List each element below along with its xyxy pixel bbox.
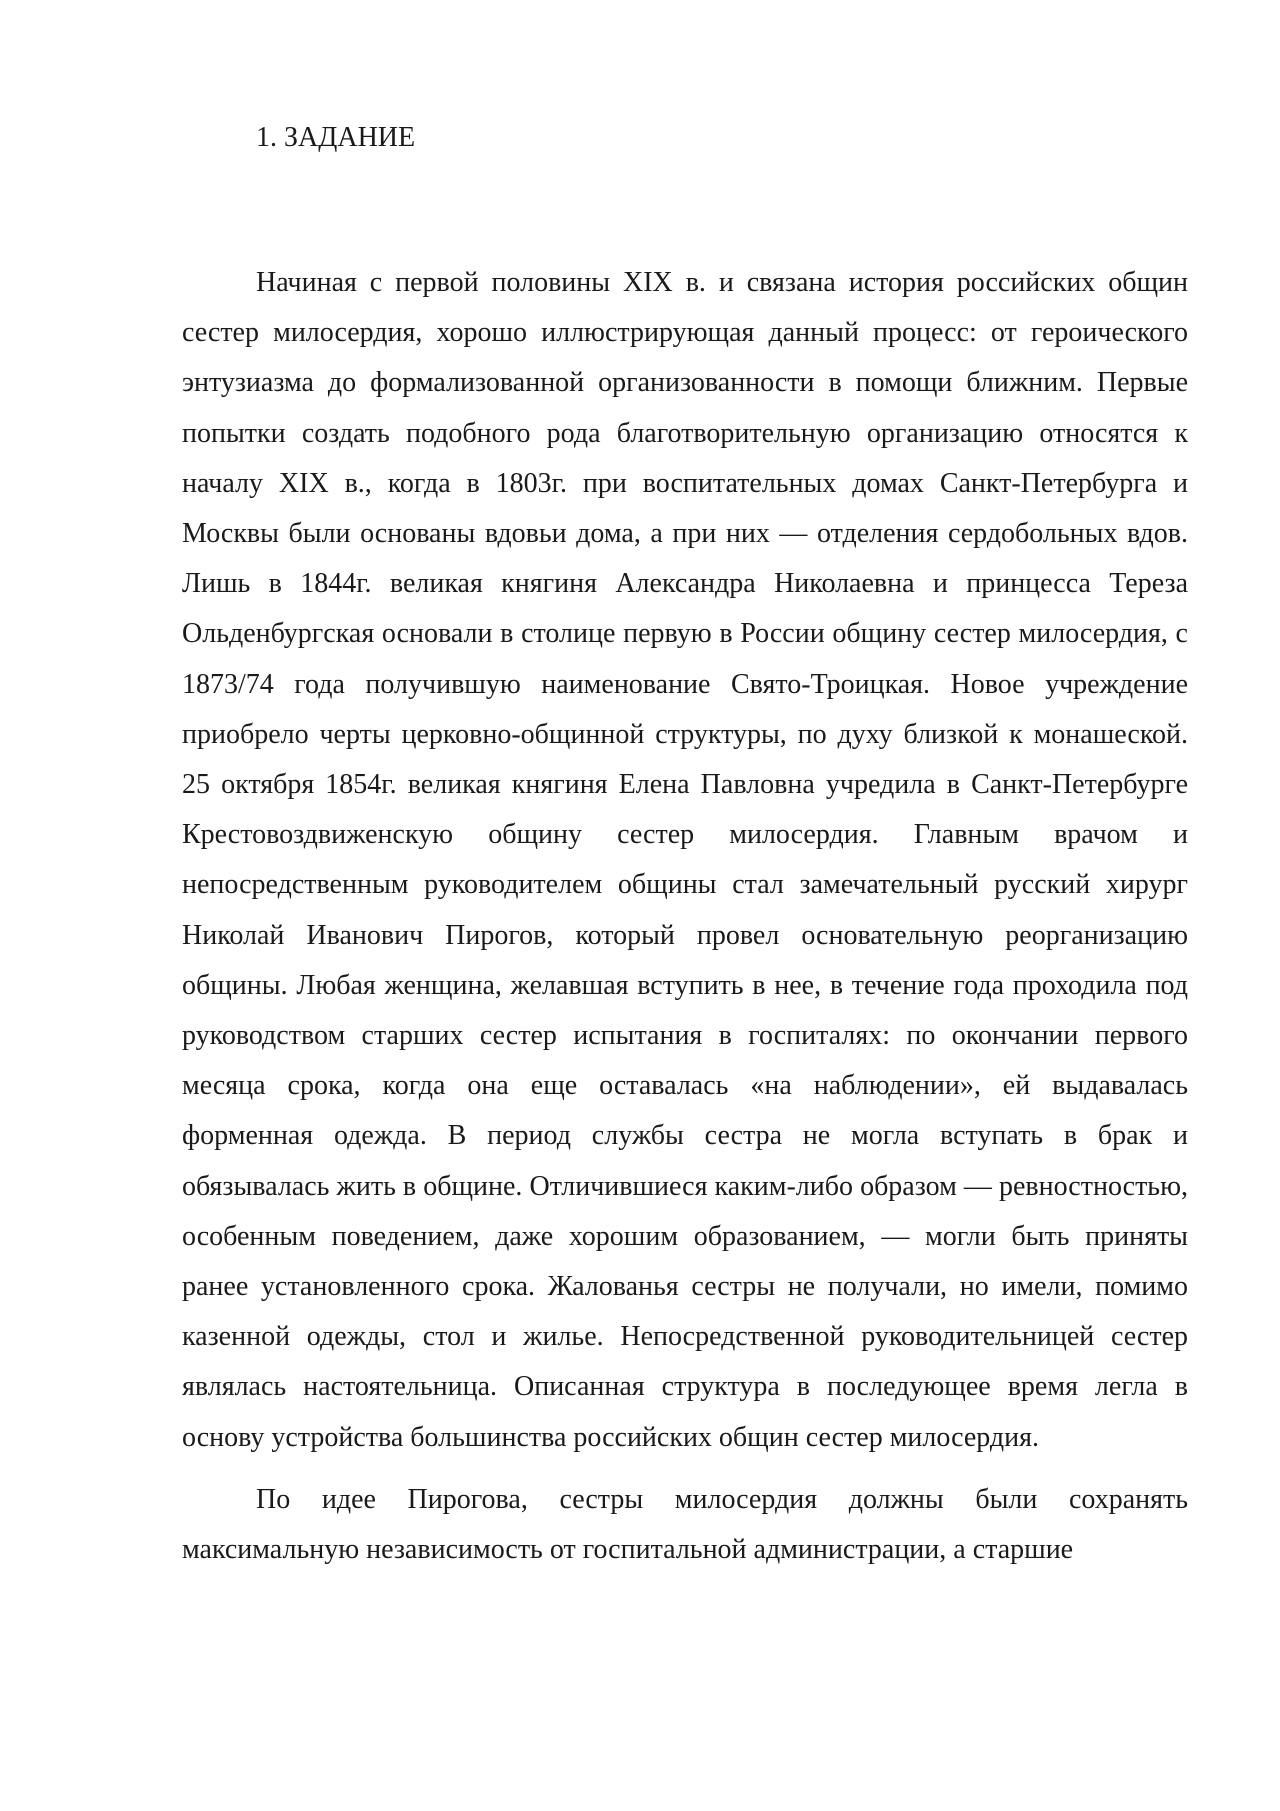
paragraph-2: По идее Пирогова, сестры милосердия должны были сохранять максимальную независимость от госпитальной администрации, а старшие [182,1483,1188,1566]
document-content [182,118,1188,1575]
section-heading: 1. ЗАДАНИЕ [256,122,416,153]
paragraph-1: Начиная с первой половины XIX в. и связана история российских общин сестер милосердия, хорошо иллюстрирующая данный процесс: от героического энтузиазма до формализованной организованности в помощи ближним. Первые попытки создать подобного рода благотворительную организацию относятся к началу XIX в., когда в 1803г. при воспитательных домах Санкт-Петербурга и Москвы были основаны вдовьи дома, а при них — отделения сердобольных вдов. Лишь в 1844г. великая княгиня Александра Николаевна и принцесса Тереза Ольденбургская основали в столице первую в России общину сестер милосердия, с 1873/74 года получившую наименование Свято-Троицкая. Новое учреждение приобрело черты церковно-общинной структуры, по духу близкой к монашеской. 25 октября 1854г. великая княгиня Елена Павловна учредила в Санкт-Петербурге Крестовоздвиженскую общину сестер милосердия. Главным врачом и непосредственным руководителем общины стал замечательный русский хирург Николай Иванович Пирогов, который провел основательную реорганизацию общины. Любая женщина, желавшая вступить в нее, в течение года проходила под руководством старших сестер испытания в госпиталях: по окончании первого месяца срока, когда она еще оставалась «на наблюдении», ей выдавалась форменная одежда. В период службы сестра не могла вступать в брак и обязывалась жить в общине. Отличившиеся каким-либо образом — ревностностью, особенным поведением, даже хорошим образованием, — могли быть приняты ранее установленного срока. Жалованья сестры не получали, но имели, помимо казенной одежды, стол и жилье. Непосредственной руководительницей сестер являлась настоятельница. Описанная структура в последующее время легла в основу устройства большинства российских общин сестер милосердия. [182,267,1188,1453]
